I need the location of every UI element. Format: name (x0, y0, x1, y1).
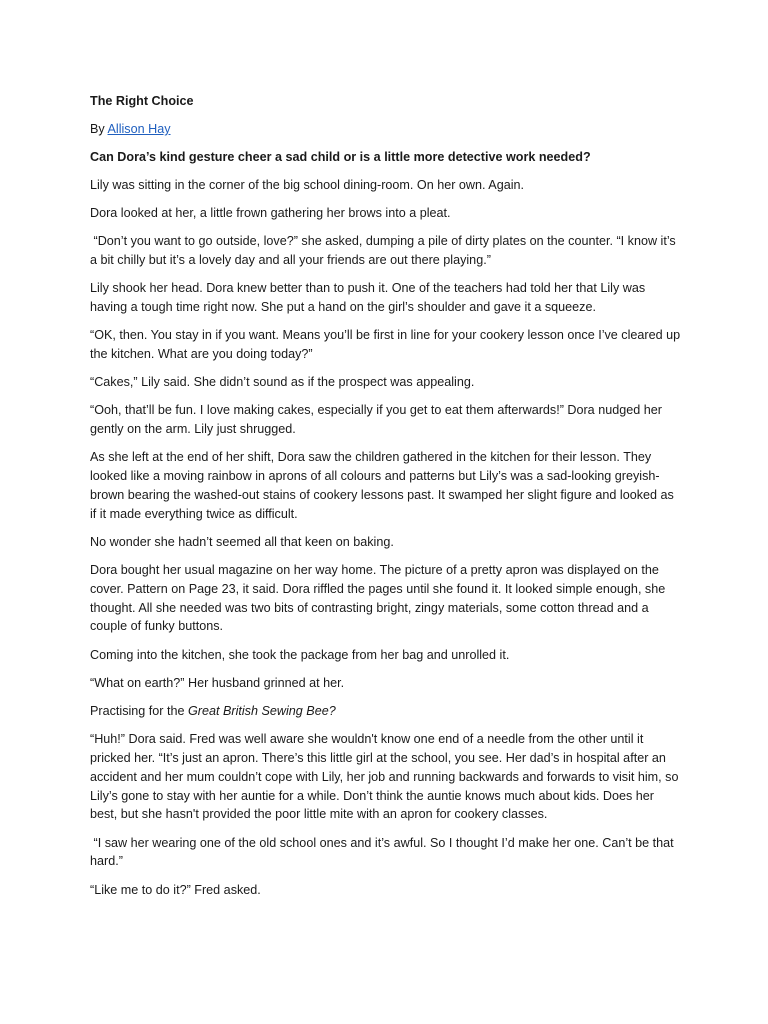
paragraph: “Cakes,” Lily said. She didn’t sound as if the prospect was appealing. (90, 375, 475, 390)
paragraph: Coming into the kitchen, she took the package from her bag and unrolled it. (90, 647, 510, 662)
byline (90, 120, 682, 139)
paragraph: Lily shook her head. Dora knew better than to push it. One of the teachers had told her that Lily was having a tough time right now. She put a hand on the girl’s shoulder and gave it a squeeze. (90, 281, 649, 314)
byline-prefix: By (90, 122, 108, 136)
paragraph: “Ooh, that’ll be fun. I love making cakes, especially if you get to eat them afterwards!” Dora nudged her gently on the arm. Lily just shrugged. (90, 403, 666, 437)
paragraph: Dora bought her usual magazine on her way home. The picture of a pretty apron was displayed on the cover. Pattern on Page 23, it said. Dora riffled the pages until she found it. It looked simple enough, she thought. All she needed was two bits of contrasting bright, zingy materials, some cotton thread and a couple of funky buttons. (90, 563, 669, 634)
paragraph: “Don’t you want to go outside, love?” she asked, dumping a pile of dirty plates on the counter. “I know it’s a bit chilly but it’s a lovely day and all your friends are out there playing.” (90, 234, 680, 267)
sewing-bee-prefix: Practising for the (90, 704, 188, 719)
standfirst: Can Dora’s kind gesture cheer a sad child or is a little more detective work needed? (90, 150, 591, 164)
paragraph: “Huh!” Dora said. Fred was well aware she wouldn't know one end of a needle from the other until it pricked her. “It’s just an apron. There’s this little girl at the school, you see. Her dad’s in hospital after an accident and her mum couldn’t cope with Lily, her job and running backwards and forwards to visit him, so Lily’s gone to stay with her auntie for a while. Don’t think the auntie knows much about kids. Does her best, but she hasn't provided the poor little mite with an apron for cookery classes. (90, 732, 682, 822)
document-page (90, 92, 682, 909)
paragraph: Dora looked at her, a little frown gathering her brows into a pleat. (90, 205, 451, 220)
paragraph: “OK, then. You stay in if you want. Means you’ll be first in line for your cookery lesson once I’ve cleared up the kitchen. What are you doing today?” (90, 328, 684, 361)
author-link[interactable]: Allison Hay (107, 122, 171, 136)
paragraph: “Like me to do it?” Fred asked. (90, 882, 261, 897)
paragraph: “What on earth?” Her husband grinned at her. (90, 675, 345, 690)
paragraph: Lily was sitting in the corner of the big school dining-room. On her own. Again. (90, 177, 525, 192)
paragraph: “I saw her wearing one of the old school ones and it’s awful. So I thought I’d make her one. Can’t be that hard.” (90, 835, 678, 869)
paragraph: No wonder she hadn’t seemed all that keen on baking. (90, 534, 394, 549)
paragraph-sewing-bee (90, 702, 682, 721)
story-title: The Right Choice (90, 94, 194, 108)
sewing-bee-title: Great British Sewing Bee? (188, 704, 336, 719)
paragraph: As she left at the end of her shift, Dora saw the children gathered in the kitchen for their lesson. They looked like a moving rainbow in aprons of all colours and patterns but Lily’s was a sad-looking greyish-brown bearing the washed-out stains of cookery lessons past. It swamped her slight figure and looked as if it made everything twice as difficult. (90, 450, 678, 521)
